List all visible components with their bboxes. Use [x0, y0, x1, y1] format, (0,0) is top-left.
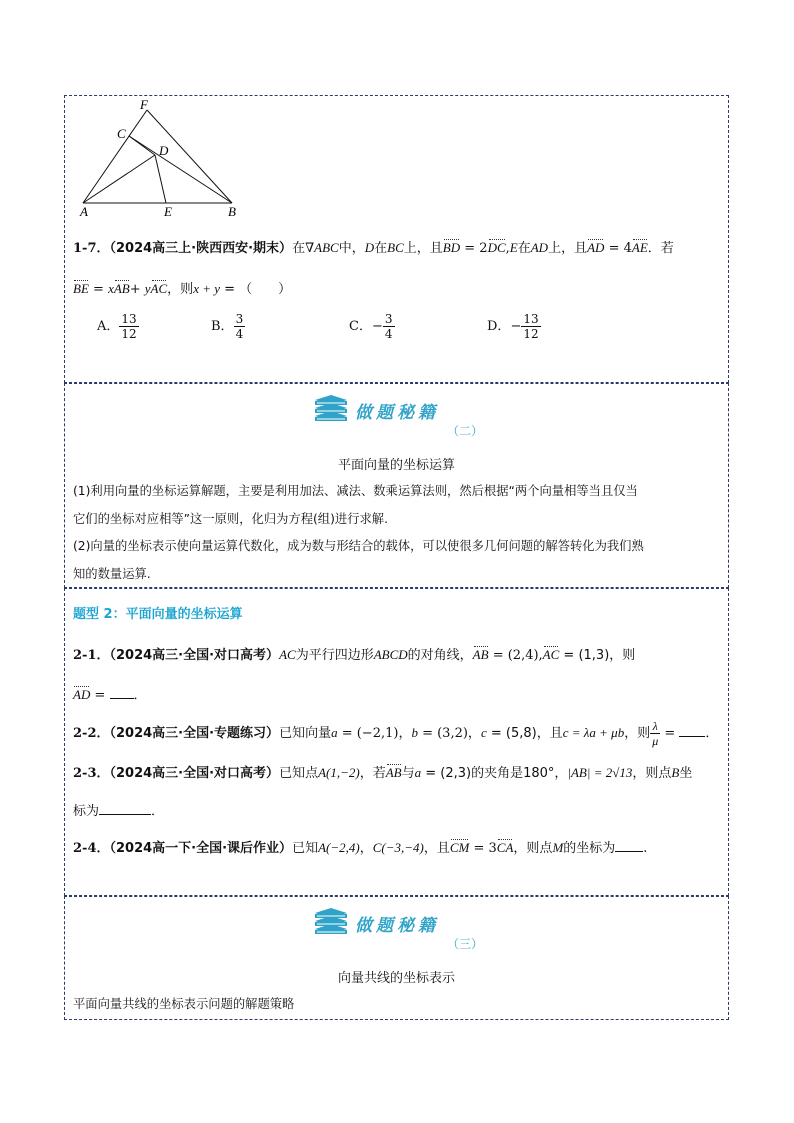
tips-box-3 [64, 896, 729, 1020]
q21-line2: AD = ． [73, 687, 147, 703]
question-box-1-7 [64, 95, 729, 383]
triangle-figure [71, 96, 311, 226]
q24-line: 2-4．（2024高一下·全国·课后作业）已知A(−2,4)，C(−3,−4)，且CM = 3CA，则点M的坐标为 . [73, 840, 648, 856]
q22-line: 2-2．（2024高三·全国·专题练习）已知向量a = (−2,1)，b = (3,2)，c = (5,8)，且c = λa + μb，则 $\frac{\lambda}{\mu}$ = ． [73, 719, 719, 748]
answer-blank-2-3[interactable] [99, 802, 151, 815]
section2-p2-line1: (2)向量的坐标表示使向量运算代数化，成为数与形结合的载体，可以使很多几何问题的解答转化为我们熟 [73, 539, 644, 553]
option-d[interactable]: D．− $\frac{13}{12}$ [487, 312, 539, 341]
q17-line1: 1-7．（2024高三上·陕西西安·期末）在∇ABC中，D在BC上，且BD = 2DC,E在AD上，且AD = 4AE．若 [73, 240, 674, 256]
q17-line2: BE = xAB+ yAC，则x + y = （ ） [73, 281, 292, 297]
tips-box-2 [64, 383, 729, 588]
section2-p1-line1: (1)利用向量的坐标运算解题，主要是利用加法、减法、数乘运算法则，然后根据“两个向量相等当且仅当 [73, 484, 638, 498]
section2-p2-line2: 知的数量运算. [73, 567, 151, 581]
banner-3-title: 做题秘籍 [355, 916, 439, 936]
label-D: D [159, 143, 169, 158]
q23-line2: 标为 ． [73, 804, 165, 819]
books-icon [313, 907, 349, 937]
section2-heading: 平面向量的坐标运算 [337, 458, 455, 473]
answer-blank-2-4[interactable] [615, 839, 643, 852]
q23-line1: 2-3．（2024高三·全国·对口高考）已知点A(1,−2)，若AB与a = (2,3)的夹角是180°，|AB| = 2√13，则点B坐 [73, 765, 693, 781]
label-C: C [117, 126, 126, 141]
banner-3-sub: （三） [447, 937, 484, 951]
answer-blank-2-1[interactable] [110, 686, 134, 699]
question-type-2-box [64, 588, 729, 896]
label-E: E [164, 204, 172, 219]
books-icon [313, 394, 349, 424]
option-c[interactable]: C．− $\frac{3}{4}$ [349, 312, 393, 341]
banner-2-sub: （二） [447, 424, 484, 438]
answer-blank-2-2[interactable] [679, 724, 705, 737]
label-F: F [140, 97, 148, 112]
label-B: B [228, 204, 236, 219]
option-b[interactable]: B． $\frac{3}{4}$ [211, 312, 244, 341]
section2-p1-line2: 它们的坐标对应相等”这一原则，化归为方程(组)进行求解. [73, 512, 389, 526]
option-a[interactable]: A． $\frac{13}{12}$ [97, 312, 137, 341]
section3-p1: 平面向量共线的坐标表示问题的解题策略 [73, 997, 295, 1011]
type2-title: 题型 2：平面向量的坐标运算 [73, 607, 243, 622]
q21-line1: 2-1．（2024高三·全国·对口高考）AC为平行四边形ABCD的对角线，AB = (2,4),AC = (1,3)，则 [73, 647, 636, 663]
label-A: A [80, 204, 88, 219]
section3-heading: 向量共线的坐标表示 [337, 971, 455, 986]
banner-2-title: 做题秘籍 [355, 403, 439, 423]
